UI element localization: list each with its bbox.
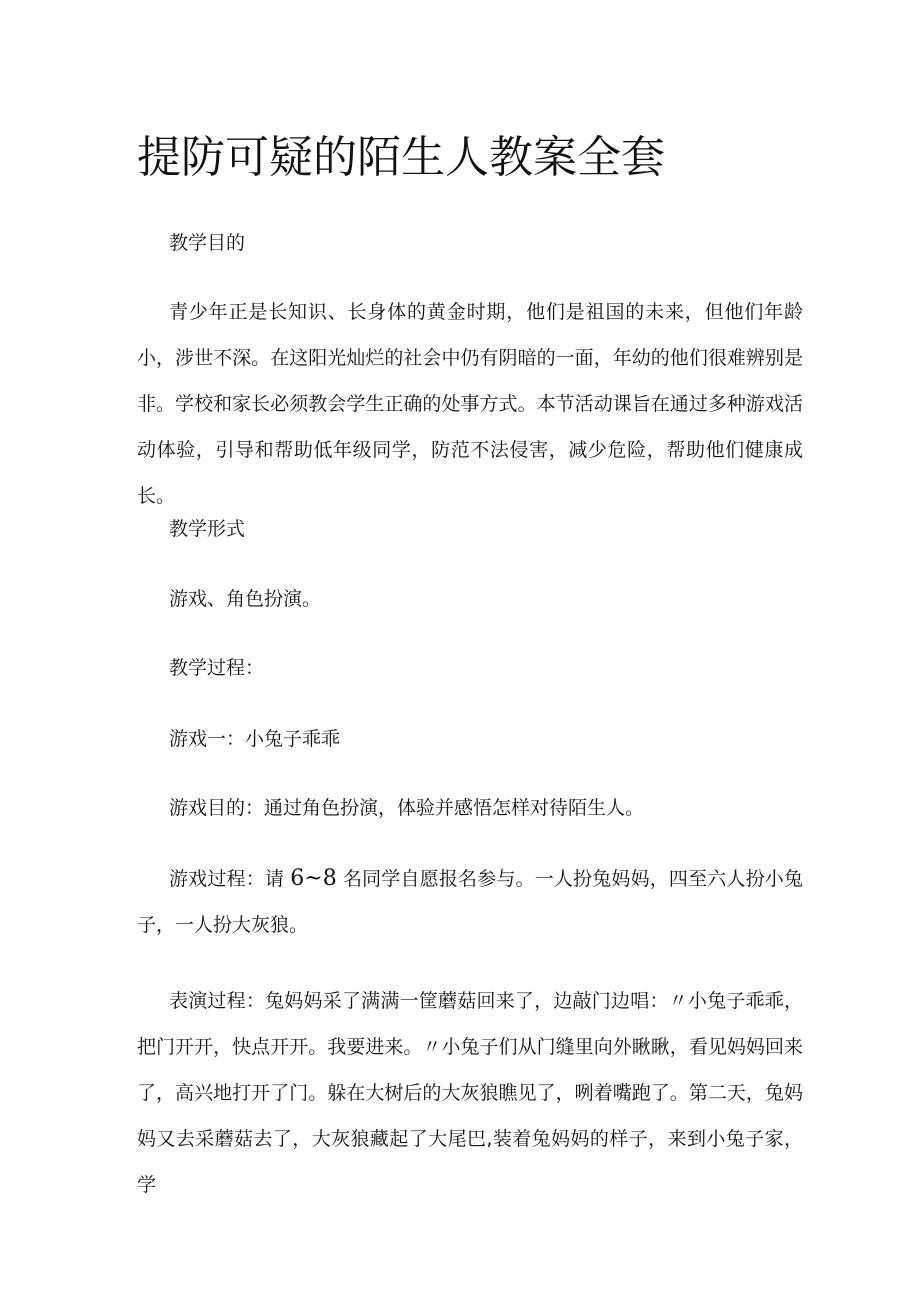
game1-process-suffix: 名同学自愿报名参与。一人扮兔妈妈，四至六人扮小兔子，一人扮大灰狼。 bbox=[137, 868, 803, 936]
objective-paragraph: 青少年正是长知识、长身体的黄金时期，他们是祖国的未来，但他们年龄小，涉世不深。在这阳光灿烂的社会中仍有阴暗的一面，年幼的他们很难辨别是非。学校和家长必须教会学生正确的处事方式。本节活动课旨在通过多种游戏活动体验，引导和帮助低年级同学，防范不法侵害，减少危险，帮助他们健康成长。 bbox=[137, 301, 803, 507]
game1-process-paragraph bbox=[137, 856, 803, 948]
form-heading: 教学形式 bbox=[169, 518, 246, 540]
game1-goal: 游戏目的：通过角色扮演，体验并感悟怎样对待陌生人。 bbox=[169, 797, 645, 819]
document-title: 提防可疑的陌生人教案全套 bbox=[137, 132, 665, 183]
game1-performance-paragraph: 表演过程：兔妈妈采了满满一筐蘑菇回来了，边敲门边唱：〃小兔子乖乖，把门开开，快点开开。我要进来。〃小兔子们从门缝里向外瞅瞅，看见妈妈回来了，高兴地打开了门。躲在大树后的大灰狼瞧见了，咧着嘴跑了。第二天，兔妈妈又去采蘑菇去了，大灰狼藏起了大尾巴,装着兔妈妈的样子，来到小兔子家，学 bbox=[137, 990, 803, 1196]
objective-heading: 教学目的 bbox=[169, 232, 246, 254]
participant-range: 6~8 bbox=[290, 866, 337, 891]
process-heading: 教学过程： bbox=[169, 657, 265, 679]
form-paragraph: 游戏、角色扮演。 bbox=[169, 588, 322, 610]
game1-title: 游戏一：小兔子乖乖 bbox=[169, 728, 341, 750]
game1-process-prefix: 游戏过程：请 bbox=[169, 868, 285, 890]
